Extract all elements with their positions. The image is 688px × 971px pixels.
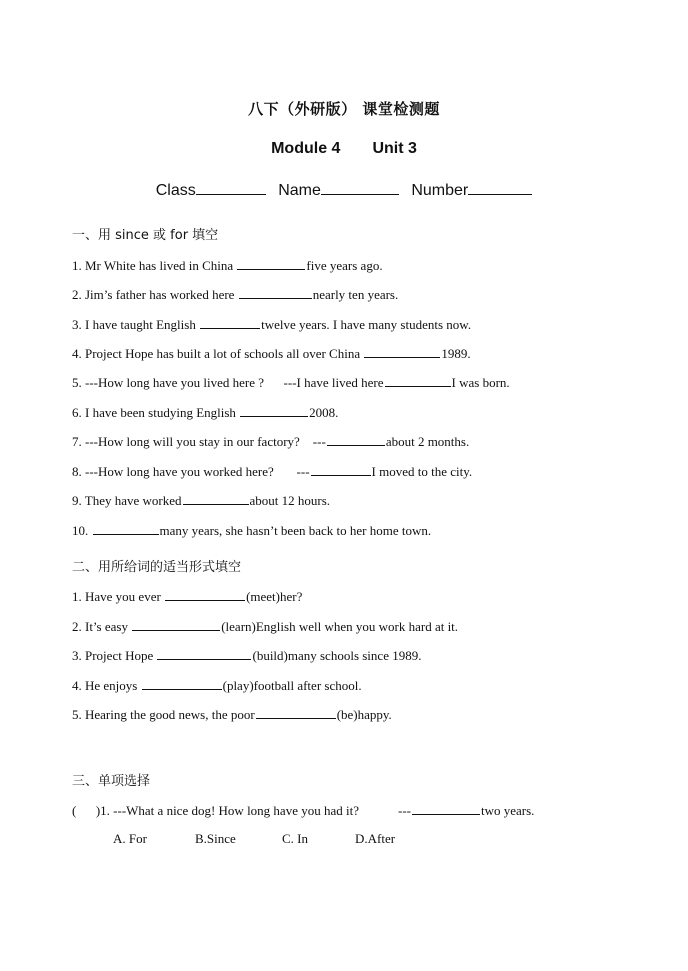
answer-blank[interactable]	[237, 257, 305, 270]
answer-blank[interactable]	[385, 374, 451, 387]
answer-blank[interactable]	[165, 588, 245, 601]
answer-blank[interactable]	[240, 404, 308, 417]
section1-heading: 一、用 since 或 for 填空	[72, 228, 219, 243]
s1-question-10: 10. many years, she hasn’t been back to her home town.	[72, 523, 432, 538]
s1-question-7: 7. ---How long will you stay in our factory? --- about 2 months.	[72, 434, 470, 449]
name-label: Name	[278, 182, 321, 199]
answer-blank[interactable]	[183, 492, 249, 505]
option-d[interactable]: D.After	[355, 831, 396, 846]
page-title: 八下（外研版） 课堂检测题	[248, 100, 440, 118]
answer-blank[interactable]	[93, 522, 159, 535]
option-c[interactable]: C. In	[282, 831, 308, 846]
option-b[interactable]: B.Since	[195, 831, 236, 846]
s1-question-8: 8. ---How long have you worked here? --- I moved to the city.	[72, 464, 473, 479]
unit-label: Unit 3	[372, 140, 417, 157]
answer-blank[interactable]	[412, 802, 480, 815]
s2-question-3: 3. Project Hope (build)many schools since 1989.	[72, 648, 422, 663]
s2-question-1: 1. Have you ever (meet)her?	[72, 589, 303, 604]
answer-blank[interactable]	[311, 463, 371, 476]
module-label: Module 4	[271, 140, 341, 157]
s3-question-1: ( )1. ---What a nice dog! How long have you had it? --- two years.	[72, 803, 535, 818]
s2-question-5: 5. Hearing the good news, the poor (be)happy.	[72, 707, 392, 722]
class-label: Class	[155, 182, 196, 199]
section2-heading: 二、用所给词的适当形式填空	[72, 560, 242, 575]
name-blank[interactable]	[321, 180, 399, 195]
s1-question-3: 3. I have taught English twelve years. I have many students now.	[72, 317, 472, 332]
answer-blank[interactable]	[142, 677, 222, 690]
answer-blank[interactable]	[132, 618, 220, 631]
number-blank[interactable]	[468, 180, 532, 195]
number-label: Number	[411, 182, 469, 199]
module-unit-heading	[0, 140, 688, 158]
answer-blank[interactable]	[157, 647, 251, 660]
s1-question-5: 5. ---How long have you lived here ? ---I have lived here I was born.	[72, 375, 510, 390]
s1-question-4: 4. Project Hope has built a lot of schools all over China 1989.	[72, 346, 471, 361]
option-a[interactable]: A. For	[113, 831, 147, 846]
s3-options	[113, 831, 395, 847]
answer-blank[interactable]	[256, 706, 336, 719]
s1-question-9: 9. They have worked about 12 hours.	[72, 493, 331, 508]
answer-blank[interactable]	[239, 286, 312, 299]
answer-blank[interactable]	[364, 345, 440, 358]
section3-heading: 三、单项选择	[72, 774, 151, 789]
s1-question-6: 6. I have been studying English 2008.	[72, 405, 339, 420]
student-info-line	[0, 180, 688, 200]
answer-blank[interactable]	[327, 433, 385, 446]
answer-blank[interactable]	[200, 316, 260, 329]
s1-question-2: 2. Jim’s father has worked here nearly ten years.	[72, 287, 399, 302]
class-blank[interactable]	[196, 180, 266, 195]
s2-question-2: 2. It’s easy (learn)English well when you work hard at it.	[72, 619, 459, 634]
s2-question-4: 4. He enjoys (play)football after school.	[72, 678, 362, 693]
s1-question-1: 1. Mr White has lived in China five years ago.	[72, 258, 383, 273]
